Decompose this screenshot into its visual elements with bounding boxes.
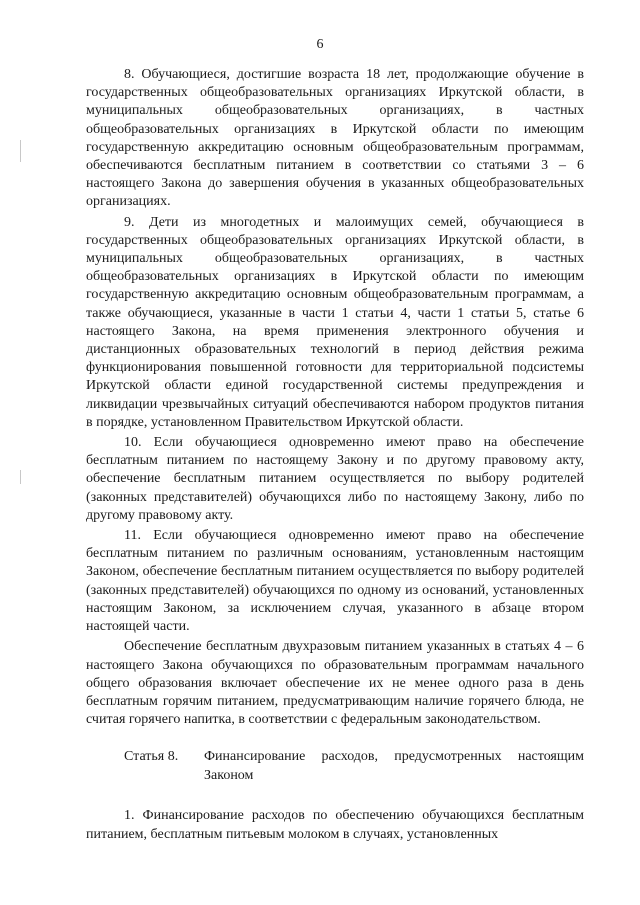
paragraph-8: 8. Обучающиеся, достигшие возраста 18 лет, продолжающие обучение в государственных общеобразовательных организациях Иркутской области, в муниципальных общеобразовательных организациях, в частных общеобразовательных организациях в Иркутской области по имеющим государственную аккредитацию основным общеобразовательным программам, обеспечиваются бесплатным питанием в соответствии со статьями 3 – 6 настоящего Закона до завершения обучения в указанных общеобразовательных организациях.: [86, 67, 584, 210]
article-label: Статья 8.: [124, 749, 179, 765]
paragraph-10: 10. Если обучающиеся одновременно имеют право на обеспечение бесплатным питанием по настоящему Закону и по другому правовому акту, обеспечение бесплатным питанием осуществляется по выбору родителей (законных представителей) обучающихся либо по настоящему Закону, либо по другому правовому акту.: [86, 435, 584, 523]
paragraph-11: 11. Если обучающиеся одновременно имеют право на обеспечение бесплатным питанием по различным основаниям, установленным настоящим Законом, обеспечение бесплатным питанием осуществляется по выбору родителей (законных представителей) обучающихся по одному из оснований, установленных настоящим Законом, за исключением случая, указанного в абзаце втором настоящей части.: [86, 528, 584, 635]
paragraph-11-second-indent: Обеспечение бесплатным двухразовым питанием указанных в статьях 4 – 6 настоящего Закона обучающихся по образовательным программам начального общего образования включает обеспечение их не менее одного раза в день бесплатным горячим питанием, предусматривающим наличие горячего блюда, не считая горячего напитка, в соответствии с федеральным законодательством.: [86, 639, 584, 728]
scan-margin-mark: [20, 470, 21, 484]
article-heading: [86, 747, 584, 785]
page-number: 6: [316, 37, 324, 52]
article-title: Финансирование расходов, предусмотренных настоящим Законом: [204, 749, 584, 784]
document-body: [86, 66, 584, 846]
paragraph-9: 9. Дети из многодетных и малоимущих семей, обучающиеся в государственных общеобразовательных организациях Иркутской области, в муниципальных общеобразовательных организациях, в частных общеобразовательных организациях в Иркутской области по имеющим государственную аккредитацию основным общеобразовательным программам, а также обучающиеся, указанные в части 1 статьи 4, части 1 статьи 5, статье 6 настоящего Закона, на время применения электронного обучения и дистанционных образовательных технологий в период действия режима функционирования повышенной готовности для территориальной подсистемы Иркутской области единой государственной системы предупреждения и ликвидации чрезвычайных ситуаций обеспечиваются набором продуктов питания в порядке, установленном Правительством Иркутской области.: [86, 214, 584, 430]
scan-margin-mark: [20, 140, 21, 162]
article-8-paragraph-1: 1. Финансирование расходов по обеспечению обучающихся бесплатным питанием, бесплатным питьевым молоком в случаях, установленных: [86, 808, 584, 842]
